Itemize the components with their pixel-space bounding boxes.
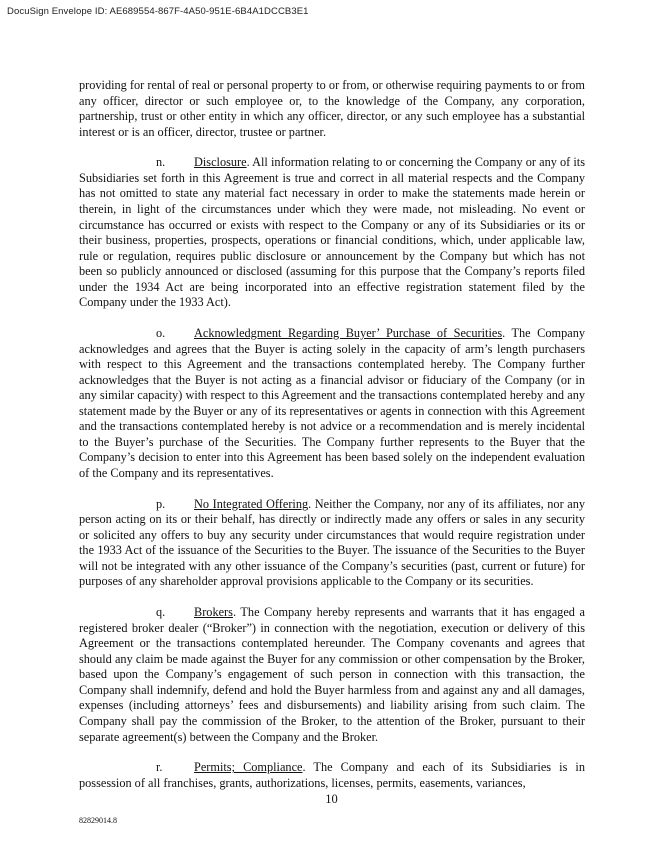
paragraph-text: providing for rental of real or personal property to or from, or otherwise requiring payments to or from any officer, director or such employee or, to the knowledge of the Company, any corporation, partnership, trust or other entity in which any officer, director, or any such employee has a substantial interest or is an officer, director, trustee or partner.	[79, 78, 585, 139]
document-body	[79, 78, 585, 807]
section-heading: No Integrated Offering	[194, 496, 309, 511]
section-letter: o.	[156, 326, 166, 341]
section-heading: Disclosure	[194, 155, 247, 170]
docusign-envelope-id: DocuSign Envelope ID: AE689554-867F-4A50-951E-6B4A1DCCB3E1	[7, 6, 309, 17]
section-letter: n.	[156, 155, 166, 170]
section-heading: Permits; Compliance	[194, 760, 303, 775]
paragraph-continuation	[79, 78, 585, 140]
page-number: 10	[325, 792, 338, 806]
section-heading: Acknowledgment Regarding Buyer’ Purchase of Securities	[194, 326, 503, 341]
paragraph-text: . The Company hereby represents and warrants that it has engaged a registered broker dealer (“Broker”) in connection with the negotiation, execution or delivery of this Agreement or the transactions contemplated hereunder. The Company covenants and agrees that should any claim be made against the Buyer for any commission or other compensation by the Broker, based upon the Company’s engagement of such person in connection with this transaction, the Company shall indemnify, defend and hold the Buyer harmless from and against any and all damages, expenses (including attorneys’ fees and disbursements) and liability arising from such claim. The Company shall pay the commission of the Broker, to the attention of the Broker, pursuant to their separate agreement(s) between the Company and the Broker.	[79, 605, 585, 744]
section-letter: r.	[156, 760, 163, 775]
section-r-permits-compliance	[79, 760, 585, 791]
paragraph-text: . The Company and each of its Subsidiaries is in possession of all franchises, grants, authorizations, licenses, permits, easements, variances,	[79, 760, 585, 790]
section-q-brokers	[79, 605, 585, 745]
section-heading: Brokers	[194, 605, 233, 620]
section-letter: q.	[156, 605, 166, 620]
section-n-disclosure	[79, 155, 585, 310]
section-o-acknowledgment	[79, 326, 585, 481]
paragraph-text: . The Company acknowledges and agrees that the Buyer is acting solely in the capacity of arm’s length purchasers with respect to this Agreement and the transactions contemplated hereby. The Company further acknowledges that the Buyer is not acting as a financial advisor or fiduciary of the Company (or in any similar capacity) with respect to this Agreement and the transactions contemplated hereby and any statement made by the Buyer or any of its representatives or agents in connection with this Agreement and the transactions contemplated hereby is not advice or a recommendation and is merely incidental to the Buyer’s purchase of the Securities. The Company further represents to the Buyer that the Company’s decision to enter into this Agreement has been based solely on the independent evaluation of the Company and its representatives.	[79, 326, 585, 480]
section-letter: p.	[156, 496, 166, 511]
paragraph-text: . Neither the Company, nor any of its affiliates, nor any person acting on its or their behalf, has directly or indirectly made any offers or sales in any security or solicited any offers to buy any security under circumstances that would require registration under the 1933 Act of the issuance of the Securities to the Buyer. The issuance of the Securities to the Buyer will not be integrated with any other issuance of the Company’s securities (past, current or future) for purposes of any shareholder approval provisions applicable to the Company or its securities.	[79, 496, 585, 589]
section-p-no-integrated-offering	[79, 497, 585, 590]
document-id: 82829014.8	[79, 816, 117, 825]
paragraph-text: . All information relating to or concerning the Company or any of its Subsidiaries set forth in this Agreement is true and correct in all material respects and the Company has not omitted to state any material fact necessary in order to make the statements made herein or therein, in light of the circumstances under which they were made, not misleading. No event or circumstance has occurred or exists with respect to the Company or any of its Subsidiaries or its or their business, properties, prospects, operations or financial conditions, which, under applicable law, rule or regulation, requires public disclosure or announcement by the Company but which has not been so publicly announced or disclosed (assuming for this purpose that the Company’s reports filed under the 1934 Act are being incorporated into an effective registration statement filed by the Company under the 1933 Act).	[79, 155, 585, 310]
